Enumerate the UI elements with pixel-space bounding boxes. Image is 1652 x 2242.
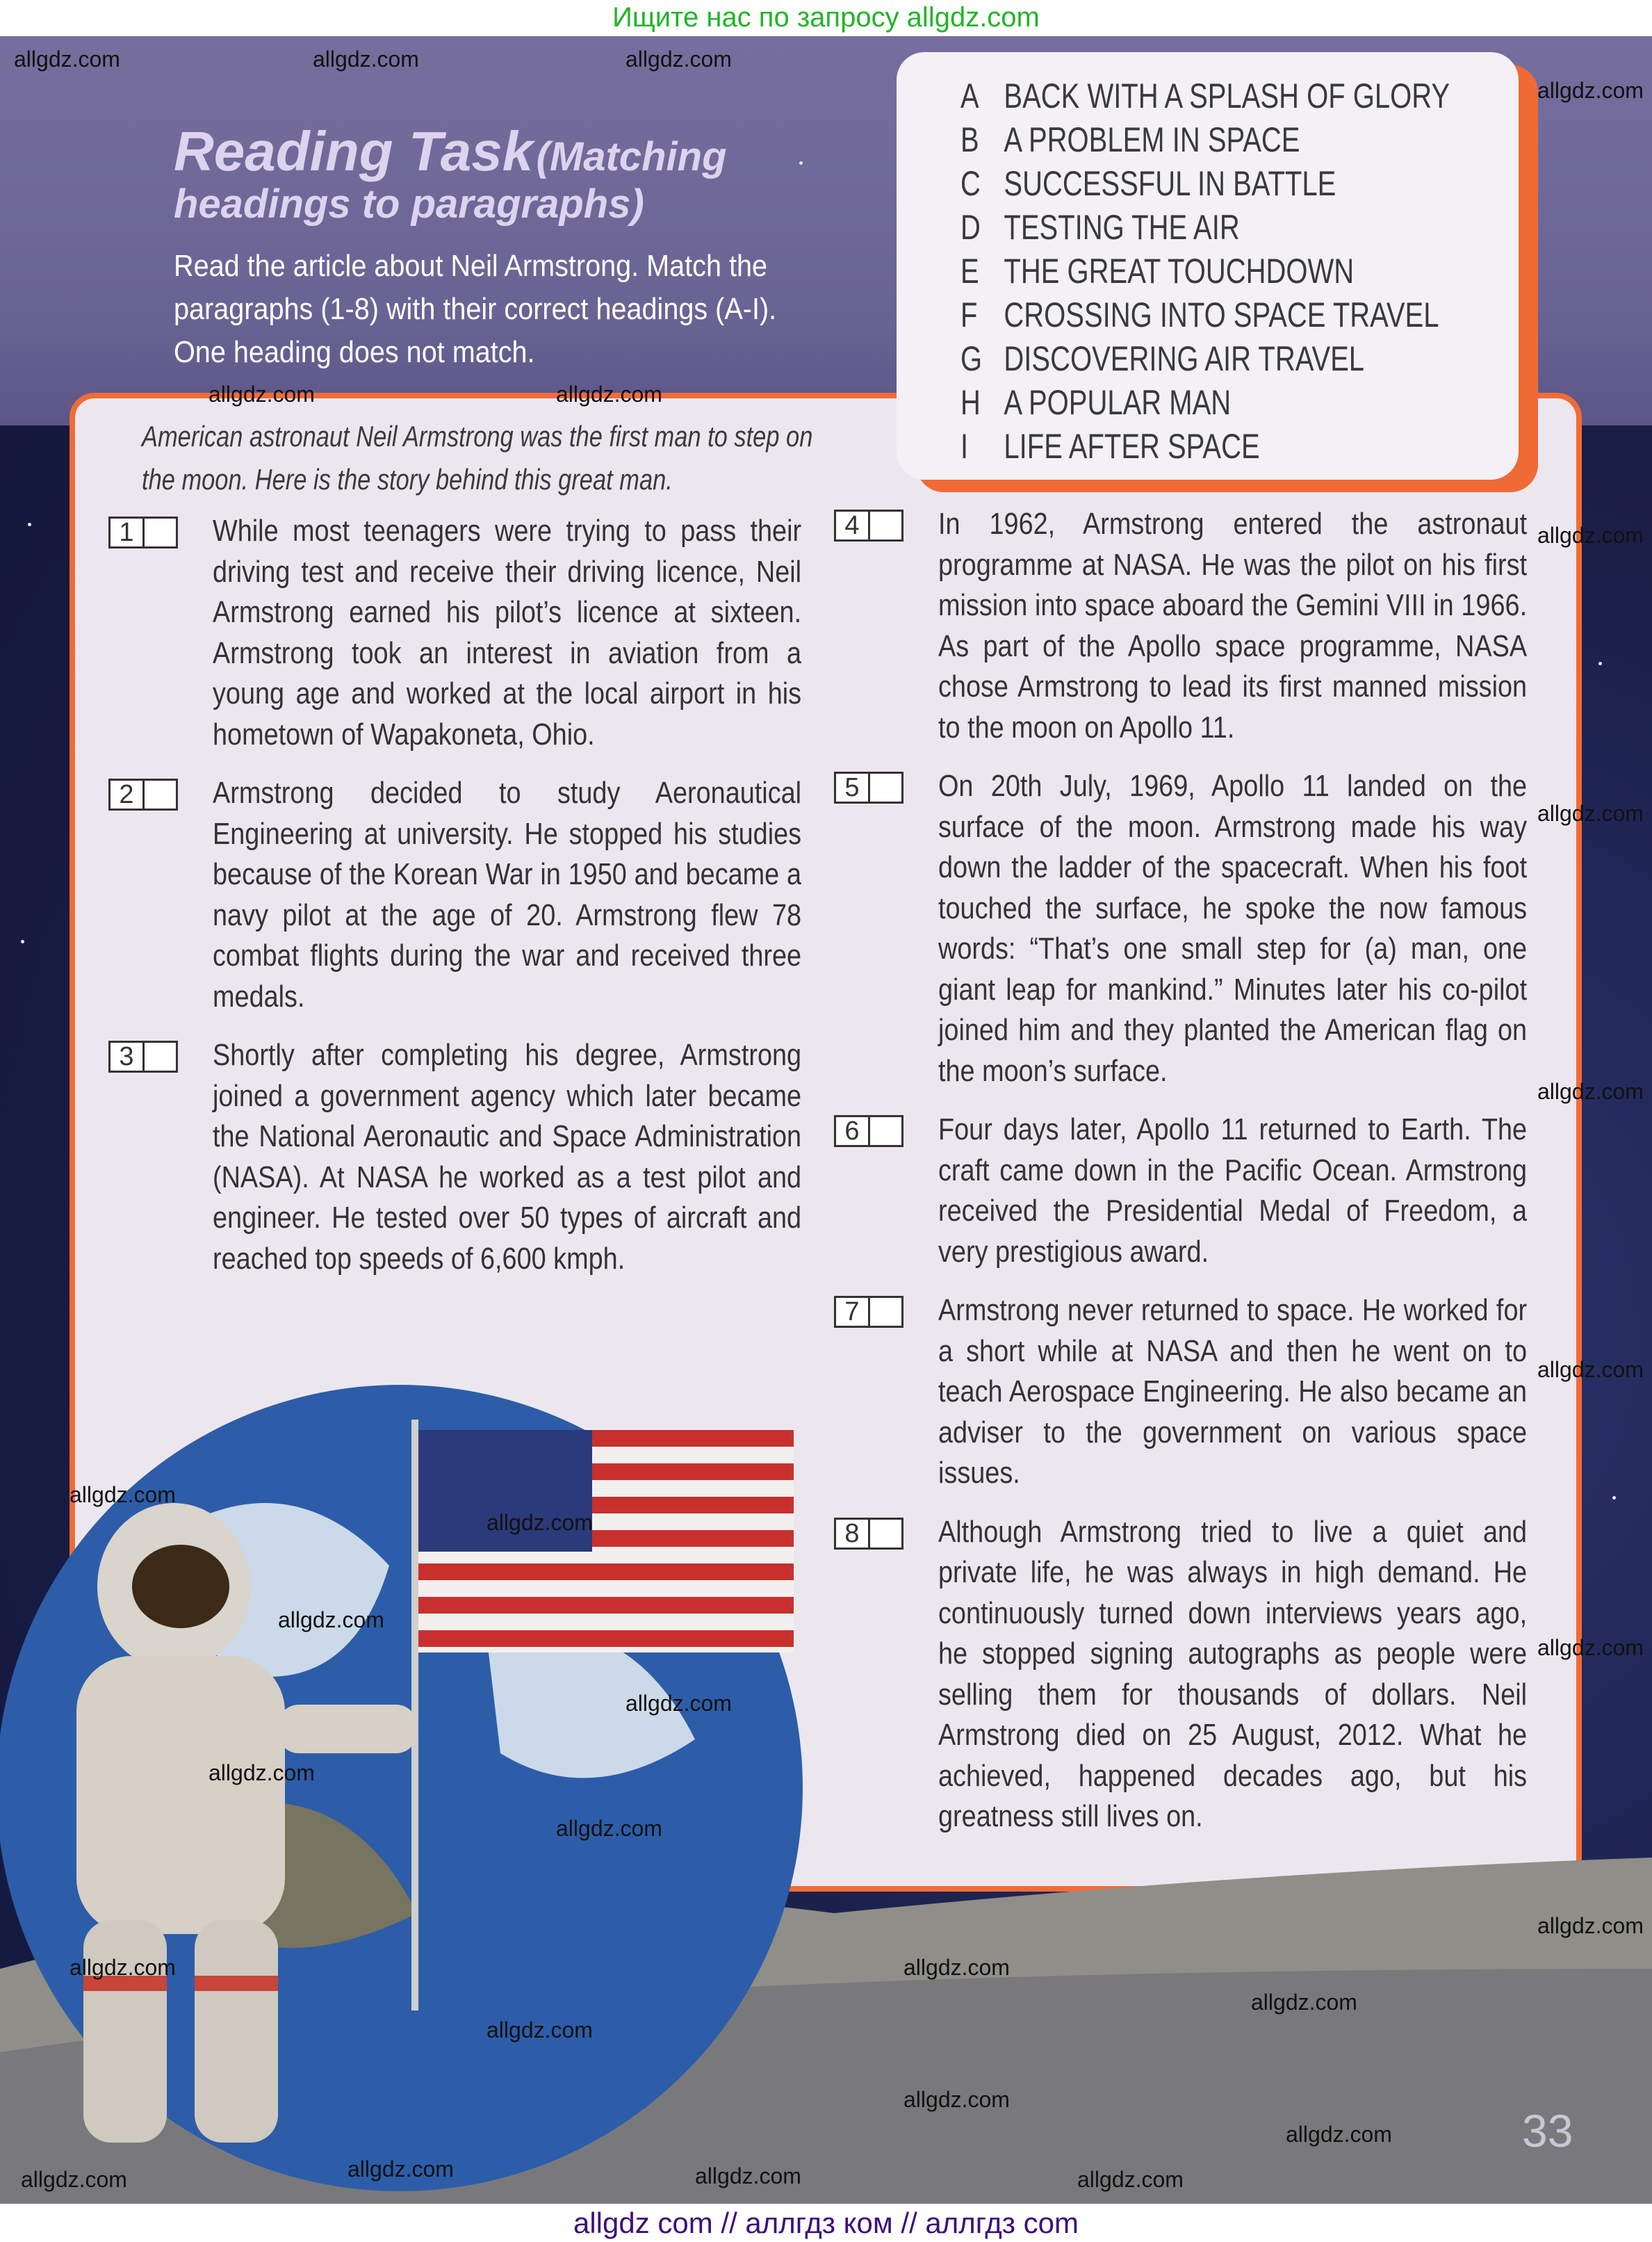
textbook-page: [0, 36, 1652, 2204]
watermark: allgdz.com: [1537, 1913, 1644, 1938]
watermark: allgdz.com: [556, 1816, 662, 1841]
heading-text: LIFE AFTER SPACE: [1004, 427, 1260, 466]
paragraph-number: 4: [836, 512, 870, 539]
watermark: allgdz.com: [625, 1691, 732, 1716]
paragraph-number: 2: [111, 781, 145, 809]
paragraph-text: Shortly after completing his degree, Armstrong joined a government agency which later became the National Aeronautic and Space Administration (NASA). At NASA he worked as a test pilot and engineer. He tested over 50 types of aircraft and reached top speeds of 6,600 kmph.: [213, 1038, 802, 1276]
watermark: allgdz.com: [486, 1510, 593, 1535]
watermark: allgdz.com: [69, 1955, 176, 1980]
heading-item: [960, 120, 1300, 161]
heading-item: [960, 382, 1231, 424]
paragraph-number: 6: [836, 1117, 870, 1145]
watermark: allgdz.com: [903, 1955, 1010, 1980]
answer-box[interactable]: [834, 1115, 903, 1147]
paragraph-number: 1: [111, 519, 145, 546]
watermark: allgdz.com: [1537, 1079, 1644, 1104]
article-intro: American astronaut Neil Armstrong was the first man to step on the moon. Here is the story behind this great man.: [142, 420, 813, 496]
title-paren: (Matching: [536, 134, 727, 179]
heading-text: DISCOVERING AIR TRAVEL: [1004, 339, 1365, 378]
watermark: allgdz.com: [1537, 1357, 1644, 1382]
heading-letter: A: [960, 76, 979, 115]
watermark: allgdz.com: [347, 2156, 454, 2182]
instruction-line: paragraphs (1-8) with their correct headings (A-I).: [174, 292, 777, 326]
heading-item: [960, 426, 1260, 468]
paragraph-number: 8: [836, 1520, 870, 1548]
answer-box[interactable]: [108, 517, 178, 549]
watermark: allgdz.com: [1251, 1990, 1357, 2015]
instruction-line: Read the article about Neil Armstrong. Match the: [174, 249, 768, 283]
heading-item: [960, 76, 1450, 117]
watermark: allgdz.com: [14, 47, 120, 72]
heading-text: THE GREAT TOUCHDOWN: [1004, 252, 1355, 291]
watermark: allgdz.com: [1077, 2167, 1184, 2192]
watermark: allgdz.com: [278, 1607, 384, 1632]
heading-item: [960, 339, 1364, 380]
heading-text: A POPULAR MAN: [1004, 383, 1232, 422]
answer-box[interactable]: [834, 772, 903, 804]
heading-item: [960, 251, 1354, 293]
heading-text: TESTING THE AIR: [1004, 208, 1240, 247]
task-instructions: [174, 245, 776, 374]
watermark: allgdz.com: [695, 2163, 801, 2188]
heading-text: SUCCESSFUL IN BATTLE: [1004, 164, 1336, 203]
paragraph-6: [834, 1110, 1623, 1272]
watermark: allgdz.com: [21, 2167, 127, 2192]
paragraph-text: Although Armstrong tried to live a quiet and private life, he was always in high demand. He continuously turned down interviews years ago, he stopped signing autographs as people were selling them for thousands of dollars. Neil Armstrong died on 25 August, 2012. What he achieved, happened decades ago, but his greatness still lives on.: [938, 1514, 1528, 1833]
watermark: allgdz.com: [69, 1482, 176, 1507]
heading-item: [960, 163, 1336, 205]
watermark: allgdz.com: [556, 382, 662, 407]
answer-box[interactable]: [834, 510, 903, 542]
watermark: allgdz.com: [486, 2017, 593, 2042]
search-banner: Ищите нас по запросу allgdz.com: [0, 0, 1652, 36]
heading-letter: B: [960, 120, 979, 159]
watermark: allgdz.com: [903, 2087, 1010, 2112]
paragraph-text: In 1962, Armstrong entered the astronaut programme at NASA. He was the pilot on his first mission into space aboard the Gemini VIII in 1966. As part of the Apollo space programme, NASA chose Armstrong to lead its first manned mission to the moon on Apollo 11.: [938, 507, 1528, 745]
heading-letter: E: [960, 252, 979, 291]
paragraph-text: While most teenagers were trying to pass their driving test and receive their driving licence, Neil Armstrong earned his pilot’s licence at sixteen. Armstrong took an interest in aviation from a young age and worked at the local airport in his hometown of Wapakoneta, Ohio.: [213, 514, 802, 752]
paragraph-4: [834, 504, 1623, 748]
heading-text: A PROBLEM IN SPACE: [1004, 120, 1300, 159]
page-number: 33: [1522, 2105, 1573, 2156]
paragraph-text: Armstrong never returned to space. He worked for a short while at NASA and then he went on to teach Aerospace Engineering. He also became an adviser to the government on various space issues.: [938, 1293, 1528, 1490]
heading-text: BACK WITH A SPLASH OF GLORY: [1004, 76, 1450, 115]
heading-letter: C: [960, 164, 981, 203]
heading-letter: F: [960, 295, 978, 334]
heading-letter: H: [960, 383, 981, 422]
heading-letter: I: [960, 427, 969, 466]
paragraph-number: 3: [111, 1043, 145, 1071]
answer-box[interactable]: [834, 1296, 903, 1328]
instruction-line: One heading does not match.: [174, 335, 535, 369]
paragraph-number: 5: [836, 774, 870, 802]
heading-letter: D: [960, 208, 981, 247]
title-line2: headings to paragraphs): [174, 181, 644, 227]
paragraph-number: 7: [836, 1298, 870, 1326]
page-title: [174, 120, 727, 227]
title-main: Reading Task: [174, 120, 534, 182]
heading-item: [960, 207, 1240, 249]
answer-box[interactable]: [108, 779, 178, 811]
paragraph-text: Armstrong decided to study Aeronautical Engineering at university. He stopped his studies because of the Korean War in 1950 and became a navy pilot at the age of 20. Armstrong flew 78 combat flights during the war and received three medals.: [213, 776, 802, 1014]
headings-list: [897, 52, 1519, 480]
watermark: allgdz.com: [1286, 2122, 1392, 2147]
paragraph-text: On 20th July, 1969, Apollo 11 landed on the surface of the moon. Armstrong made his way down the ladder of the spacecraft. When his foot touched the surface, he spoke the now famous words: “That’s one small step for (a) man, one giant leap for mankind.” Minutes later his co-pilot joined him and they planted the American flag on the moon’s surface.: [938, 769, 1528, 1088]
paragraph-5: [834, 766, 1623, 1091]
site-footer: allgdz com // аллгдз ком // аллгдз com: [0, 2204, 1652, 2242]
heading-letter: G: [960, 339, 983, 378]
heading-item: [960, 295, 1439, 336]
right-column: [834, 504, 1623, 1855]
watermark: allgdz.com: [208, 382, 315, 407]
heading-text: CROSSING INTO SPACE TRAVEL: [1004, 295, 1439, 334]
american-flag: [418, 1430, 794, 1652]
watermark: allgdz.com: [313, 47, 419, 72]
paragraph-text: Four days later, Apollo 11 returned to Earth. The craft came down in the Pacific Ocean. Armstrong received the Presidential Medal of Freedom, a very prestigious award.: [938, 1112, 1528, 1269]
paragraph-7: [834, 1290, 1623, 1494]
answer-box[interactable]: [108, 1041, 178, 1073]
watermark: allgdz.com: [208, 1760, 315, 1785]
answer-box[interactable]: [834, 1518, 903, 1550]
watermark: allgdz.com: [1537, 523, 1644, 548]
watermark: allgdz.com: [1537, 78, 1644, 103]
watermark: allgdz.com: [1537, 1635, 1644, 1660]
paragraph-8: [834, 1512, 1623, 1837]
watermark: allgdz.com: [1537, 801, 1644, 826]
watermark: allgdz.com: [625, 47, 732, 72]
